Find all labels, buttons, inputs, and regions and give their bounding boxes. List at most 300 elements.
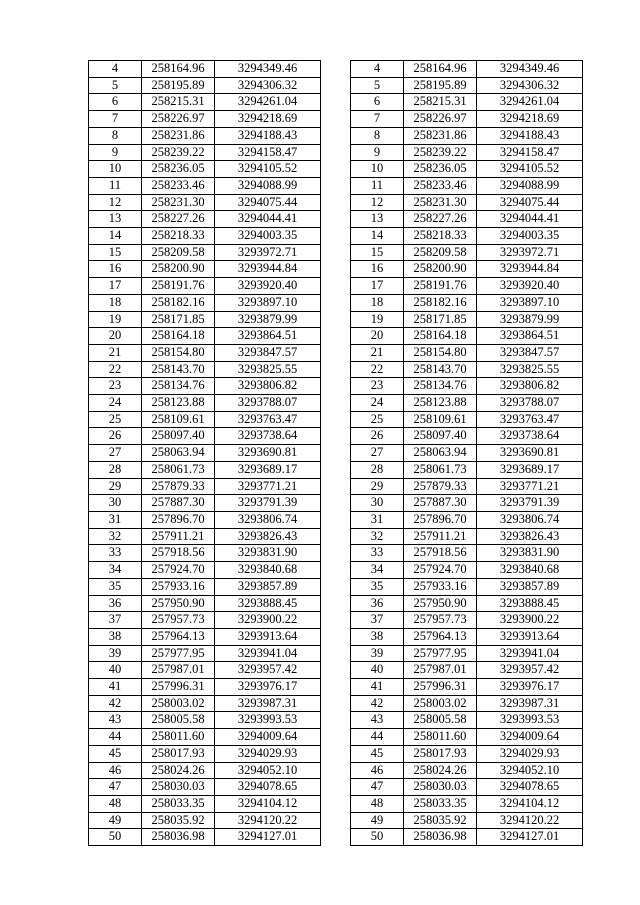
x-coordinate-cell: 257957.73 — [142, 612, 215, 629]
point-number-cell: 4 — [351, 61, 404, 78]
y-coordinate-cell: 3293840.68 — [215, 562, 321, 579]
table-row — [89, 595, 321, 612]
y-coordinate-cell: 3293847.57 — [477, 344, 583, 361]
table-row — [351, 144, 583, 161]
table-row — [351, 662, 583, 679]
y-coordinate-cell: 3293913.64 — [215, 628, 321, 645]
table-row — [351, 411, 583, 428]
x-coordinate-cell: 258030.03 — [142, 779, 215, 796]
point-number-cell: 47 — [89, 779, 142, 796]
table-row — [89, 779, 321, 796]
point-number-cell: 45 — [351, 745, 404, 762]
x-coordinate-cell: 258035.92 — [404, 812, 477, 829]
point-number-cell: 14 — [89, 228, 142, 245]
point-number-cell: 6 — [351, 94, 404, 111]
y-coordinate-cell: 3294009.64 — [215, 729, 321, 746]
x-coordinate-cell: 257879.33 — [404, 478, 477, 495]
x-coordinate-cell: 258143.70 — [142, 361, 215, 378]
point-number-cell: 45 — [89, 745, 142, 762]
y-coordinate-cell: 3293825.55 — [477, 361, 583, 378]
x-coordinate-cell: 257957.73 — [404, 612, 477, 629]
x-coordinate-cell: 258017.93 — [142, 745, 215, 762]
x-coordinate-cell: 258005.58 — [142, 712, 215, 729]
point-number-cell: 44 — [351, 729, 404, 746]
x-coordinate-cell: 258200.90 — [404, 261, 477, 278]
y-coordinate-cell: 3293976.17 — [215, 679, 321, 696]
point-number-cell: 27 — [89, 445, 142, 462]
x-coordinate-cell: 257924.70 — [142, 562, 215, 579]
y-coordinate-cell: 3293763.47 — [477, 411, 583, 428]
x-coordinate-cell: 257996.31 — [142, 679, 215, 696]
table-row — [89, 545, 321, 562]
table-row — [89, 395, 321, 412]
point-number-cell: 5 — [351, 77, 404, 94]
table-row — [89, 177, 321, 194]
table-row — [89, 478, 321, 495]
x-coordinate-cell: 258024.26 — [142, 762, 215, 779]
table-row — [351, 77, 583, 94]
table-row — [89, 278, 321, 295]
table-row — [351, 812, 583, 829]
table-row — [89, 328, 321, 345]
y-coordinate-cell: 3293888.45 — [477, 595, 583, 612]
y-coordinate-cell: 3294218.69 — [215, 111, 321, 128]
point-number-cell: 15 — [89, 244, 142, 261]
point-number-cell: 47 — [351, 779, 404, 796]
table-row — [351, 645, 583, 662]
x-coordinate-cell: 258143.70 — [404, 361, 477, 378]
table-row — [351, 378, 583, 395]
table-row — [351, 311, 583, 328]
x-coordinate-cell: 258218.33 — [404, 228, 477, 245]
point-number-cell: 46 — [89, 762, 142, 779]
point-number-cell: 18 — [89, 294, 142, 311]
y-coordinate-cell: 3294306.32 — [215, 77, 321, 94]
table-row — [351, 361, 583, 378]
point-number-cell: 4 — [89, 61, 142, 78]
y-coordinate-cell: 3294044.41 — [477, 211, 583, 228]
table-row — [351, 679, 583, 696]
x-coordinate-cell: 258233.46 — [404, 177, 477, 194]
y-coordinate-cell: 3293690.81 — [215, 445, 321, 462]
x-coordinate-cell: 258003.02 — [404, 695, 477, 712]
x-coordinate-cell: 258123.88 — [404, 395, 477, 412]
table-row — [351, 612, 583, 629]
y-coordinate-cell: 3293976.17 — [477, 679, 583, 696]
table-row — [89, 344, 321, 361]
table-row — [351, 261, 583, 278]
point-number-cell: 36 — [351, 595, 404, 612]
table-row — [89, 94, 321, 111]
point-number-cell: 21 — [89, 344, 142, 361]
point-number-cell: 33 — [89, 545, 142, 562]
y-coordinate-cell: 3294029.93 — [477, 745, 583, 762]
y-coordinate-cell: 3294003.35 — [477, 228, 583, 245]
point-number-cell: 9 — [351, 144, 404, 161]
y-coordinate-cell: 3293857.89 — [215, 578, 321, 595]
y-coordinate-cell: 3293806.74 — [215, 511, 321, 528]
y-coordinate-cell: 3293913.64 — [477, 628, 583, 645]
point-number-cell: 10 — [351, 161, 404, 178]
table-row — [89, 762, 321, 779]
table-row — [351, 762, 583, 779]
y-coordinate-cell: 3293831.90 — [477, 545, 583, 562]
y-coordinate-cell: 3293690.81 — [477, 445, 583, 462]
point-number-cell: 30 — [89, 495, 142, 512]
y-coordinate-cell: 3293847.57 — [215, 344, 321, 361]
table-row — [351, 779, 583, 796]
y-coordinate-cell: 3293864.51 — [477, 328, 583, 345]
table-row — [89, 311, 321, 328]
x-coordinate-cell: 258063.94 — [404, 445, 477, 462]
table-row — [351, 829, 583, 846]
table-row — [89, 612, 321, 629]
point-number-cell: 12 — [89, 194, 142, 211]
point-number-cell: 31 — [89, 511, 142, 528]
table-row — [351, 511, 583, 528]
x-coordinate-cell: 258036.98 — [404, 829, 477, 846]
y-coordinate-cell: 3294261.04 — [215, 94, 321, 111]
x-coordinate-cell: 258226.97 — [142, 111, 215, 128]
table-row — [89, 111, 321, 128]
point-number-cell: 19 — [89, 311, 142, 328]
x-coordinate-cell: 258195.89 — [404, 77, 477, 94]
x-coordinate-cell: 258017.93 — [404, 745, 477, 762]
x-coordinate-cell: 257896.70 — [404, 511, 477, 528]
point-number-cell: 42 — [351, 695, 404, 712]
table-row — [89, 795, 321, 812]
y-coordinate-cell: 3294003.35 — [215, 228, 321, 245]
x-coordinate-cell: 258011.60 — [404, 729, 477, 746]
y-coordinate-cell: 3293987.31 — [215, 695, 321, 712]
x-coordinate-cell: 258003.02 — [142, 695, 215, 712]
y-coordinate-cell: 3294188.43 — [477, 127, 583, 144]
point-number-cell: 8 — [89, 127, 142, 144]
x-coordinate-cell: 258164.96 — [404, 61, 477, 78]
y-coordinate-cell: 3294075.44 — [477, 194, 583, 211]
table-row — [351, 729, 583, 746]
point-number-cell: 40 — [89, 662, 142, 679]
y-coordinate-cell: 3293806.82 — [215, 378, 321, 395]
x-coordinate-cell: 258182.16 — [142, 294, 215, 311]
coordinate-table-right — [350, 60, 583, 846]
x-coordinate-cell: 258171.85 — [142, 311, 215, 328]
y-coordinate-cell: 3294052.10 — [215, 762, 321, 779]
point-number-cell: 41 — [351, 679, 404, 696]
x-coordinate-cell: 258171.85 — [404, 311, 477, 328]
y-coordinate-cell: 3293920.40 — [477, 278, 583, 295]
x-coordinate-cell: 258005.58 — [404, 712, 477, 729]
table-row — [351, 428, 583, 445]
y-coordinate-cell: 3293788.07 — [477, 395, 583, 412]
table-row — [89, 61, 321, 78]
table-row — [89, 228, 321, 245]
y-coordinate-cell: 3294120.22 — [215, 812, 321, 829]
table-row — [89, 378, 321, 395]
x-coordinate-cell: 257918.56 — [142, 545, 215, 562]
table-row — [351, 395, 583, 412]
point-number-cell: 12 — [351, 194, 404, 211]
point-number-cell: 22 — [89, 361, 142, 378]
y-coordinate-cell: 3294218.69 — [477, 111, 583, 128]
x-coordinate-cell: 258233.46 — [142, 177, 215, 194]
y-coordinate-cell: 3294105.52 — [477, 161, 583, 178]
x-coordinate-cell: 257879.33 — [142, 478, 215, 495]
x-coordinate-cell: 258209.58 — [142, 244, 215, 261]
point-number-cell: 38 — [351, 628, 404, 645]
y-coordinate-cell: 3294306.32 — [477, 77, 583, 94]
y-coordinate-cell: 3293944.84 — [477, 261, 583, 278]
x-coordinate-cell: 257924.70 — [404, 562, 477, 579]
x-coordinate-cell: 257996.31 — [404, 679, 477, 696]
table-row — [351, 795, 583, 812]
point-number-cell: 9 — [89, 144, 142, 161]
x-coordinate-cell: 258097.40 — [404, 428, 477, 445]
x-coordinate-cell: 257911.21 — [404, 528, 477, 545]
y-coordinate-cell: 3293920.40 — [215, 278, 321, 295]
point-number-cell: 35 — [351, 578, 404, 595]
point-number-cell: 25 — [351, 411, 404, 428]
y-coordinate-cell: 3293840.68 — [477, 562, 583, 579]
table-row — [89, 578, 321, 595]
y-coordinate-cell: 3293972.71 — [477, 244, 583, 261]
y-coordinate-cell: 3294088.99 — [215, 177, 321, 194]
y-coordinate-cell: 3293944.84 — [215, 261, 321, 278]
x-coordinate-cell: 257950.90 — [404, 595, 477, 612]
point-number-cell: 34 — [89, 562, 142, 579]
table-row — [351, 595, 583, 612]
x-coordinate-cell: 258200.90 — [142, 261, 215, 278]
table-row — [351, 177, 583, 194]
y-coordinate-cell: 3294349.46 — [215, 61, 321, 78]
point-number-cell: 15 — [351, 244, 404, 261]
table-row — [351, 294, 583, 311]
table-row — [351, 745, 583, 762]
x-coordinate-cell: 258109.61 — [404, 411, 477, 428]
x-coordinate-cell: 258061.73 — [142, 461, 215, 478]
table-row — [89, 294, 321, 311]
table-row — [89, 144, 321, 161]
point-number-cell: 32 — [351, 528, 404, 545]
table-row — [351, 161, 583, 178]
point-number-cell: 33 — [351, 545, 404, 562]
y-coordinate-cell: 3294078.65 — [215, 779, 321, 796]
table-row — [89, 511, 321, 528]
point-number-cell: 16 — [351, 261, 404, 278]
y-coordinate-cell: 3293957.42 — [477, 662, 583, 679]
point-number-cell: 17 — [351, 278, 404, 295]
x-coordinate-cell: 258164.96 — [142, 61, 215, 78]
table-row — [89, 679, 321, 696]
point-number-cell: 48 — [89, 795, 142, 812]
x-coordinate-cell: 258033.35 — [142, 795, 215, 812]
table-row — [89, 628, 321, 645]
point-number-cell: 37 — [351, 612, 404, 629]
y-coordinate-cell: 3293806.82 — [477, 378, 583, 395]
point-number-cell: 46 — [351, 762, 404, 779]
table-row — [351, 211, 583, 228]
table-row — [89, 127, 321, 144]
point-number-cell: 34 — [351, 562, 404, 579]
point-number-cell: 8 — [351, 127, 404, 144]
y-coordinate-cell: 3293879.99 — [215, 311, 321, 328]
x-coordinate-cell: 258134.76 — [404, 378, 477, 395]
x-coordinate-cell: 258231.30 — [404, 194, 477, 211]
y-coordinate-cell: 3293888.45 — [215, 595, 321, 612]
point-number-cell: 27 — [351, 445, 404, 462]
x-coordinate-cell: 257887.30 — [404, 495, 477, 512]
point-number-cell: 26 — [89, 428, 142, 445]
y-coordinate-cell: 3293806.74 — [477, 511, 583, 528]
point-number-cell: 40 — [351, 662, 404, 679]
table-row — [89, 428, 321, 445]
y-coordinate-cell: 3293689.17 — [215, 461, 321, 478]
table-row — [351, 528, 583, 545]
y-coordinate-cell: 3293826.43 — [215, 528, 321, 545]
point-number-cell: 43 — [89, 712, 142, 729]
y-coordinate-cell: 3294075.44 — [215, 194, 321, 211]
point-number-cell: 11 — [89, 177, 142, 194]
x-coordinate-cell: 258231.86 — [404, 127, 477, 144]
point-number-cell: 43 — [351, 712, 404, 729]
y-coordinate-cell: 3294127.01 — [215, 829, 321, 846]
point-number-cell: 32 — [89, 528, 142, 545]
table-row — [351, 695, 583, 712]
point-number-cell: 24 — [351, 395, 404, 412]
table-row — [351, 228, 583, 245]
table-row — [351, 712, 583, 729]
table-row — [89, 745, 321, 762]
point-number-cell: 30 — [351, 495, 404, 512]
x-coordinate-cell: 258109.61 — [142, 411, 215, 428]
y-coordinate-cell: 3293763.47 — [215, 411, 321, 428]
point-number-cell: 38 — [89, 628, 142, 645]
x-coordinate-cell: 258227.26 — [142, 211, 215, 228]
y-coordinate-cell: 3294078.65 — [477, 779, 583, 796]
y-coordinate-cell: 3293900.22 — [215, 612, 321, 629]
table-row — [89, 445, 321, 462]
x-coordinate-cell: 258215.31 — [142, 94, 215, 111]
x-coordinate-cell: 257964.13 — [142, 628, 215, 645]
point-number-cell: 10 — [89, 161, 142, 178]
y-coordinate-cell: 3294105.52 — [215, 161, 321, 178]
y-coordinate-cell: 3293771.21 — [477, 478, 583, 495]
x-coordinate-cell: 258123.88 — [142, 395, 215, 412]
x-coordinate-cell: 257964.13 — [404, 628, 477, 645]
y-coordinate-cell: 3293771.21 — [215, 478, 321, 495]
point-number-cell: 7 — [89, 111, 142, 128]
point-number-cell: 39 — [351, 645, 404, 662]
x-coordinate-cell: 258215.31 — [404, 94, 477, 111]
point-number-cell: 19 — [351, 311, 404, 328]
point-number-cell: 20 — [351, 328, 404, 345]
y-coordinate-cell: 3294120.22 — [477, 812, 583, 829]
x-coordinate-cell: 257918.56 — [404, 545, 477, 562]
x-coordinate-cell: 258209.58 — [404, 244, 477, 261]
x-coordinate-cell: 257911.21 — [142, 528, 215, 545]
point-number-cell: 23 — [351, 378, 404, 395]
y-coordinate-cell: 3293826.43 — [477, 528, 583, 545]
point-number-cell: 29 — [351, 478, 404, 495]
x-coordinate-cell: 258061.73 — [404, 461, 477, 478]
point-number-cell: 20 — [89, 328, 142, 345]
table-row — [89, 411, 321, 428]
point-number-cell: 49 — [89, 812, 142, 829]
y-coordinate-cell: 3294029.93 — [215, 745, 321, 762]
y-coordinate-cell: 3293864.51 — [215, 328, 321, 345]
point-number-cell: 35 — [89, 578, 142, 595]
x-coordinate-cell: 258036.98 — [142, 829, 215, 846]
y-coordinate-cell: 3293738.64 — [477, 428, 583, 445]
table-row — [89, 495, 321, 512]
x-coordinate-cell: 258236.05 — [404, 161, 477, 178]
y-coordinate-cell: 3293941.04 — [215, 645, 321, 662]
x-coordinate-cell: 257933.16 — [404, 578, 477, 595]
x-coordinate-cell: 257977.95 — [142, 645, 215, 662]
table-row — [351, 495, 583, 512]
point-number-cell: 18 — [351, 294, 404, 311]
table-row — [351, 127, 583, 144]
table-row — [351, 562, 583, 579]
point-number-cell: 36 — [89, 595, 142, 612]
y-coordinate-cell: 3293738.64 — [215, 428, 321, 445]
table-row — [351, 578, 583, 595]
point-number-cell: 24 — [89, 395, 142, 412]
table-row — [89, 829, 321, 846]
table-row — [89, 244, 321, 261]
x-coordinate-cell: 258231.30 — [142, 194, 215, 211]
y-coordinate-cell: 3293825.55 — [215, 361, 321, 378]
table-row — [351, 194, 583, 211]
y-coordinate-cell: 3293987.31 — [477, 695, 583, 712]
coordinate-table-left — [88, 60, 321, 846]
point-number-cell: 5 — [89, 77, 142, 94]
y-coordinate-cell: 3294261.04 — [477, 94, 583, 111]
x-coordinate-cell: 257933.16 — [142, 578, 215, 595]
y-coordinate-cell: 3294088.99 — [477, 177, 583, 194]
x-coordinate-cell: 258227.26 — [404, 211, 477, 228]
x-coordinate-cell: 257977.95 — [404, 645, 477, 662]
point-number-cell: 21 — [351, 344, 404, 361]
table-row — [351, 111, 583, 128]
y-coordinate-cell: 3294158.47 — [477, 144, 583, 161]
x-coordinate-cell: 258024.26 — [404, 762, 477, 779]
y-coordinate-cell: 3293941.04 — [477, 645, 583, 662]
y-coordinate-cell: 3294104.12 — [215, 795, 321, 812]
table-row — [89, 562, 321, 579]
point-number-cell: 50 — [351, 829, 404, 846]
table-row — [351, 545, 583, 562]
x-coordinate-cell: 258033.35 — [404, 795, 477, 812]
table-row — [351, 461, 583, 478]
table-row — [351, 445, 583, 462]
x-coordinate-cell: 258030.03 — [404, 779, 477, 796]
x-coordinate-cell: 258063.94 — [142, 445, 215, 462]
point-number-cell: 6 — [89, 94, 142, 111]
point-number-cell: 42 — [89, 695, 142, 712]
y-coordinate-cell: 3294009.64 — [477, 729, 583, 746]
table-row — [89, 662, 321, 679]
x-coordinate-cell: 258154.80 — [404, 344, 477, 361]
table-row — [351, 328, 583, 345]
point-number-cell: 26 — [351, 428, 404, 445]
point-number-cell: 31 — [351, 511, 404, 528]
point-number-cell: 44 — [89, 729, 142, 746]
table-row — [351, 94, 583, 111]
table-row — [89, 461, 321, 478]
point-number-cell: 11 — [351, 177, 404, 194]
y-coordinate-cell: 3293791.39 — [215, 495, 321, 512]
